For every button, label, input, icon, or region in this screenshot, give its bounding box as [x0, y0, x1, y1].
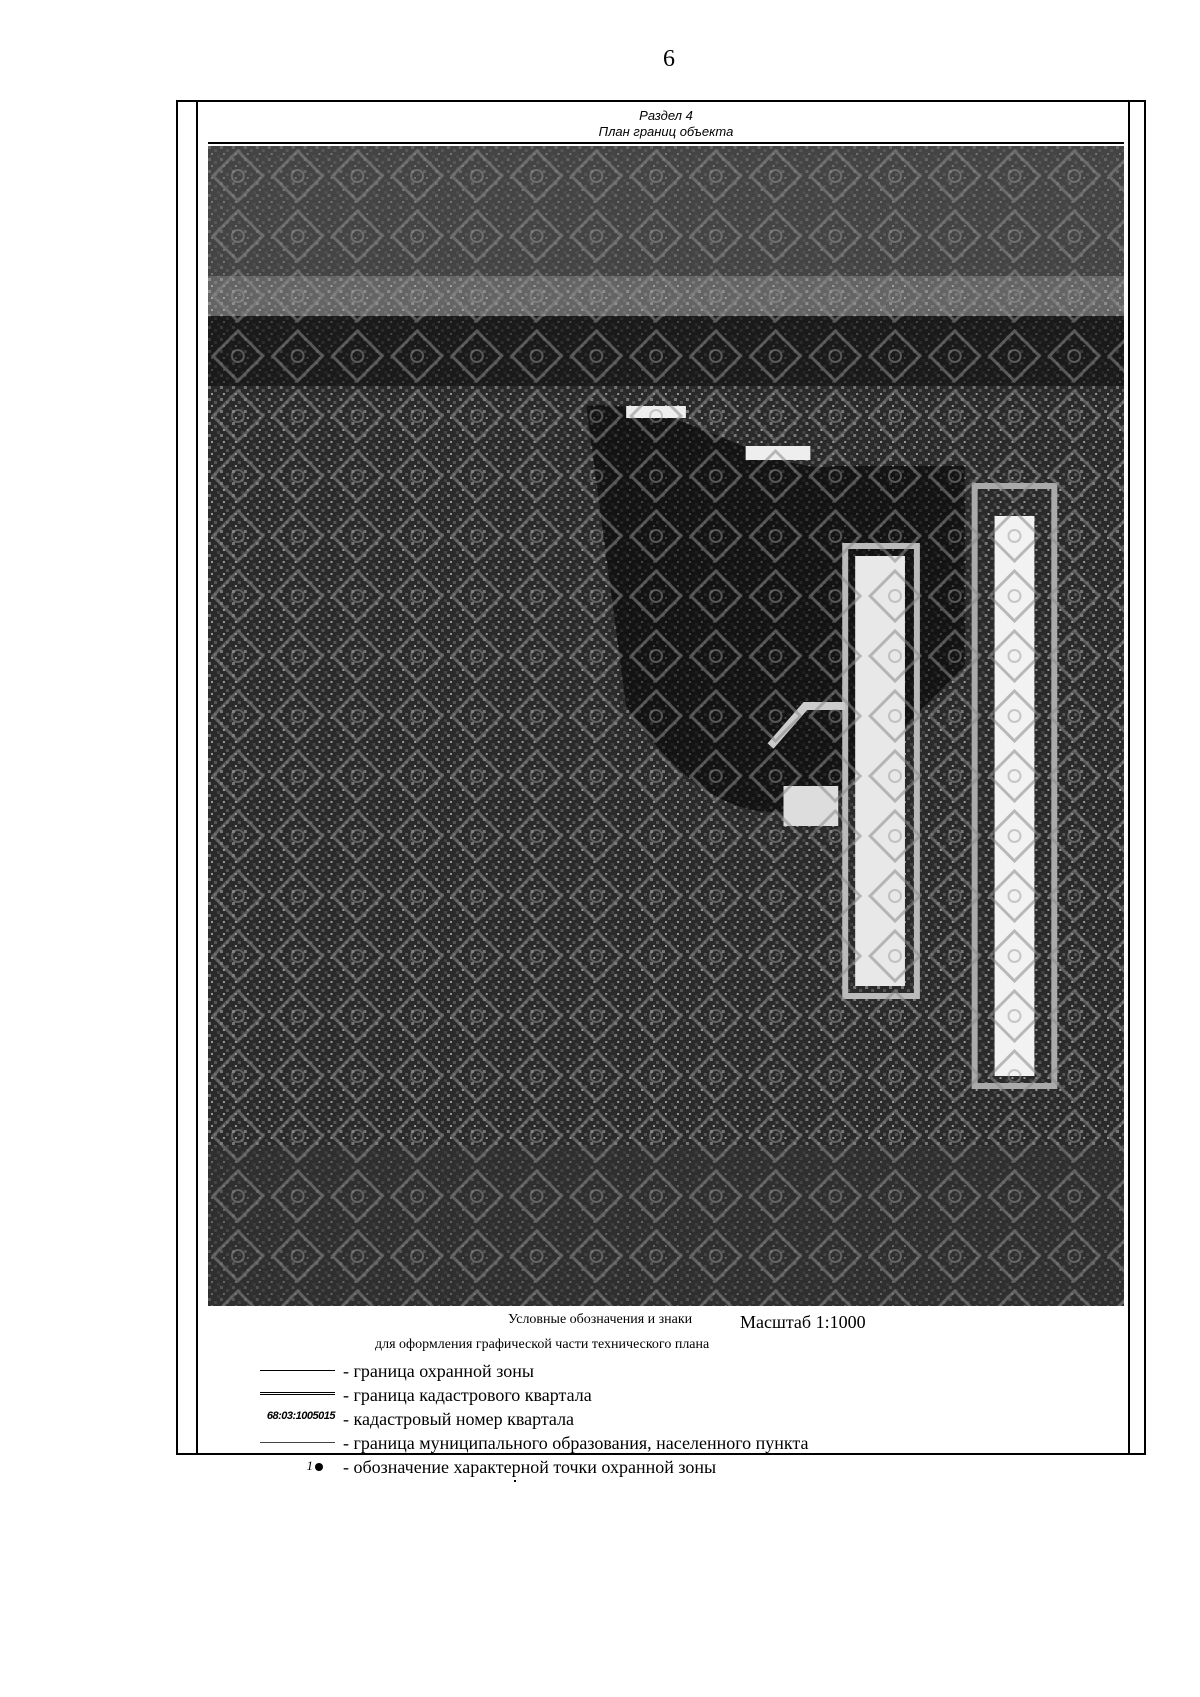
- map-raster: [208, 146, 1124, 1306]
- legend: [200, 1310, 1126, 1477]
- cadastral-block-line-sample: [220, 1384, 335, 1406]
- page-number: 6: [663, 46, 675, 72]
- map-scale: Масштаб 1:1000: [740, 1312, 866, 1332]
- protection-zone-line-sample: [220, 1360, 335, 1382]
- legend-item-protection-zone: - граница охранной зоны: [220, 1360, 534, 1382]
- satellite-map-image: [208, 146, 1124, 1306]
- legend-item-cadastral-block: - граница кадастрового квартала: [220, 1384, 592, 1406]
- section-subtitle: План границ объекта: [598, 124, 734, 139]
- cadastral-number-sample: 68:03:1005015: [266, 1410, 335, 1422]
- section-header: [208, 102, 1124, 144]
- frame-line-right: [1128, 102, 1130, 1453]
- municipal-boundary-line-sample: [220, 1432, 335, 1454]
- characteristic-point-sample: 1: [220, 1456, 335, 1478]
- frame-line-left: [196, 102, 198, 1453]
- legend-title: Условные обозначения и знаки: [508, 1312, 693, 1327]
- legend-item-cadastral-number: 68:03:1005015 - кадастровый номер квартала: [220, 1408, 574, 1430]
- legend-subtitle: для оформления графической части технического плана: [375, 1337, 710, 1352]
- section-title: Раздел 4: [639, 108, 693, 123]
- plan-sheet: [176, 100, 1146, 1477]
- scan-speck: [514, 1480, 516, 1482]
- legend-item-characteristic-point: 1 - обозначение характерной точки охранной зоны: [220, 1456, 716, 1478]
- point-dot-icon: [315, 1463, 323, 1471]
- legend-item-municipal-boundary: - граница муниципального образования, населенного пункта: [220, 1432, 809, 1454]
